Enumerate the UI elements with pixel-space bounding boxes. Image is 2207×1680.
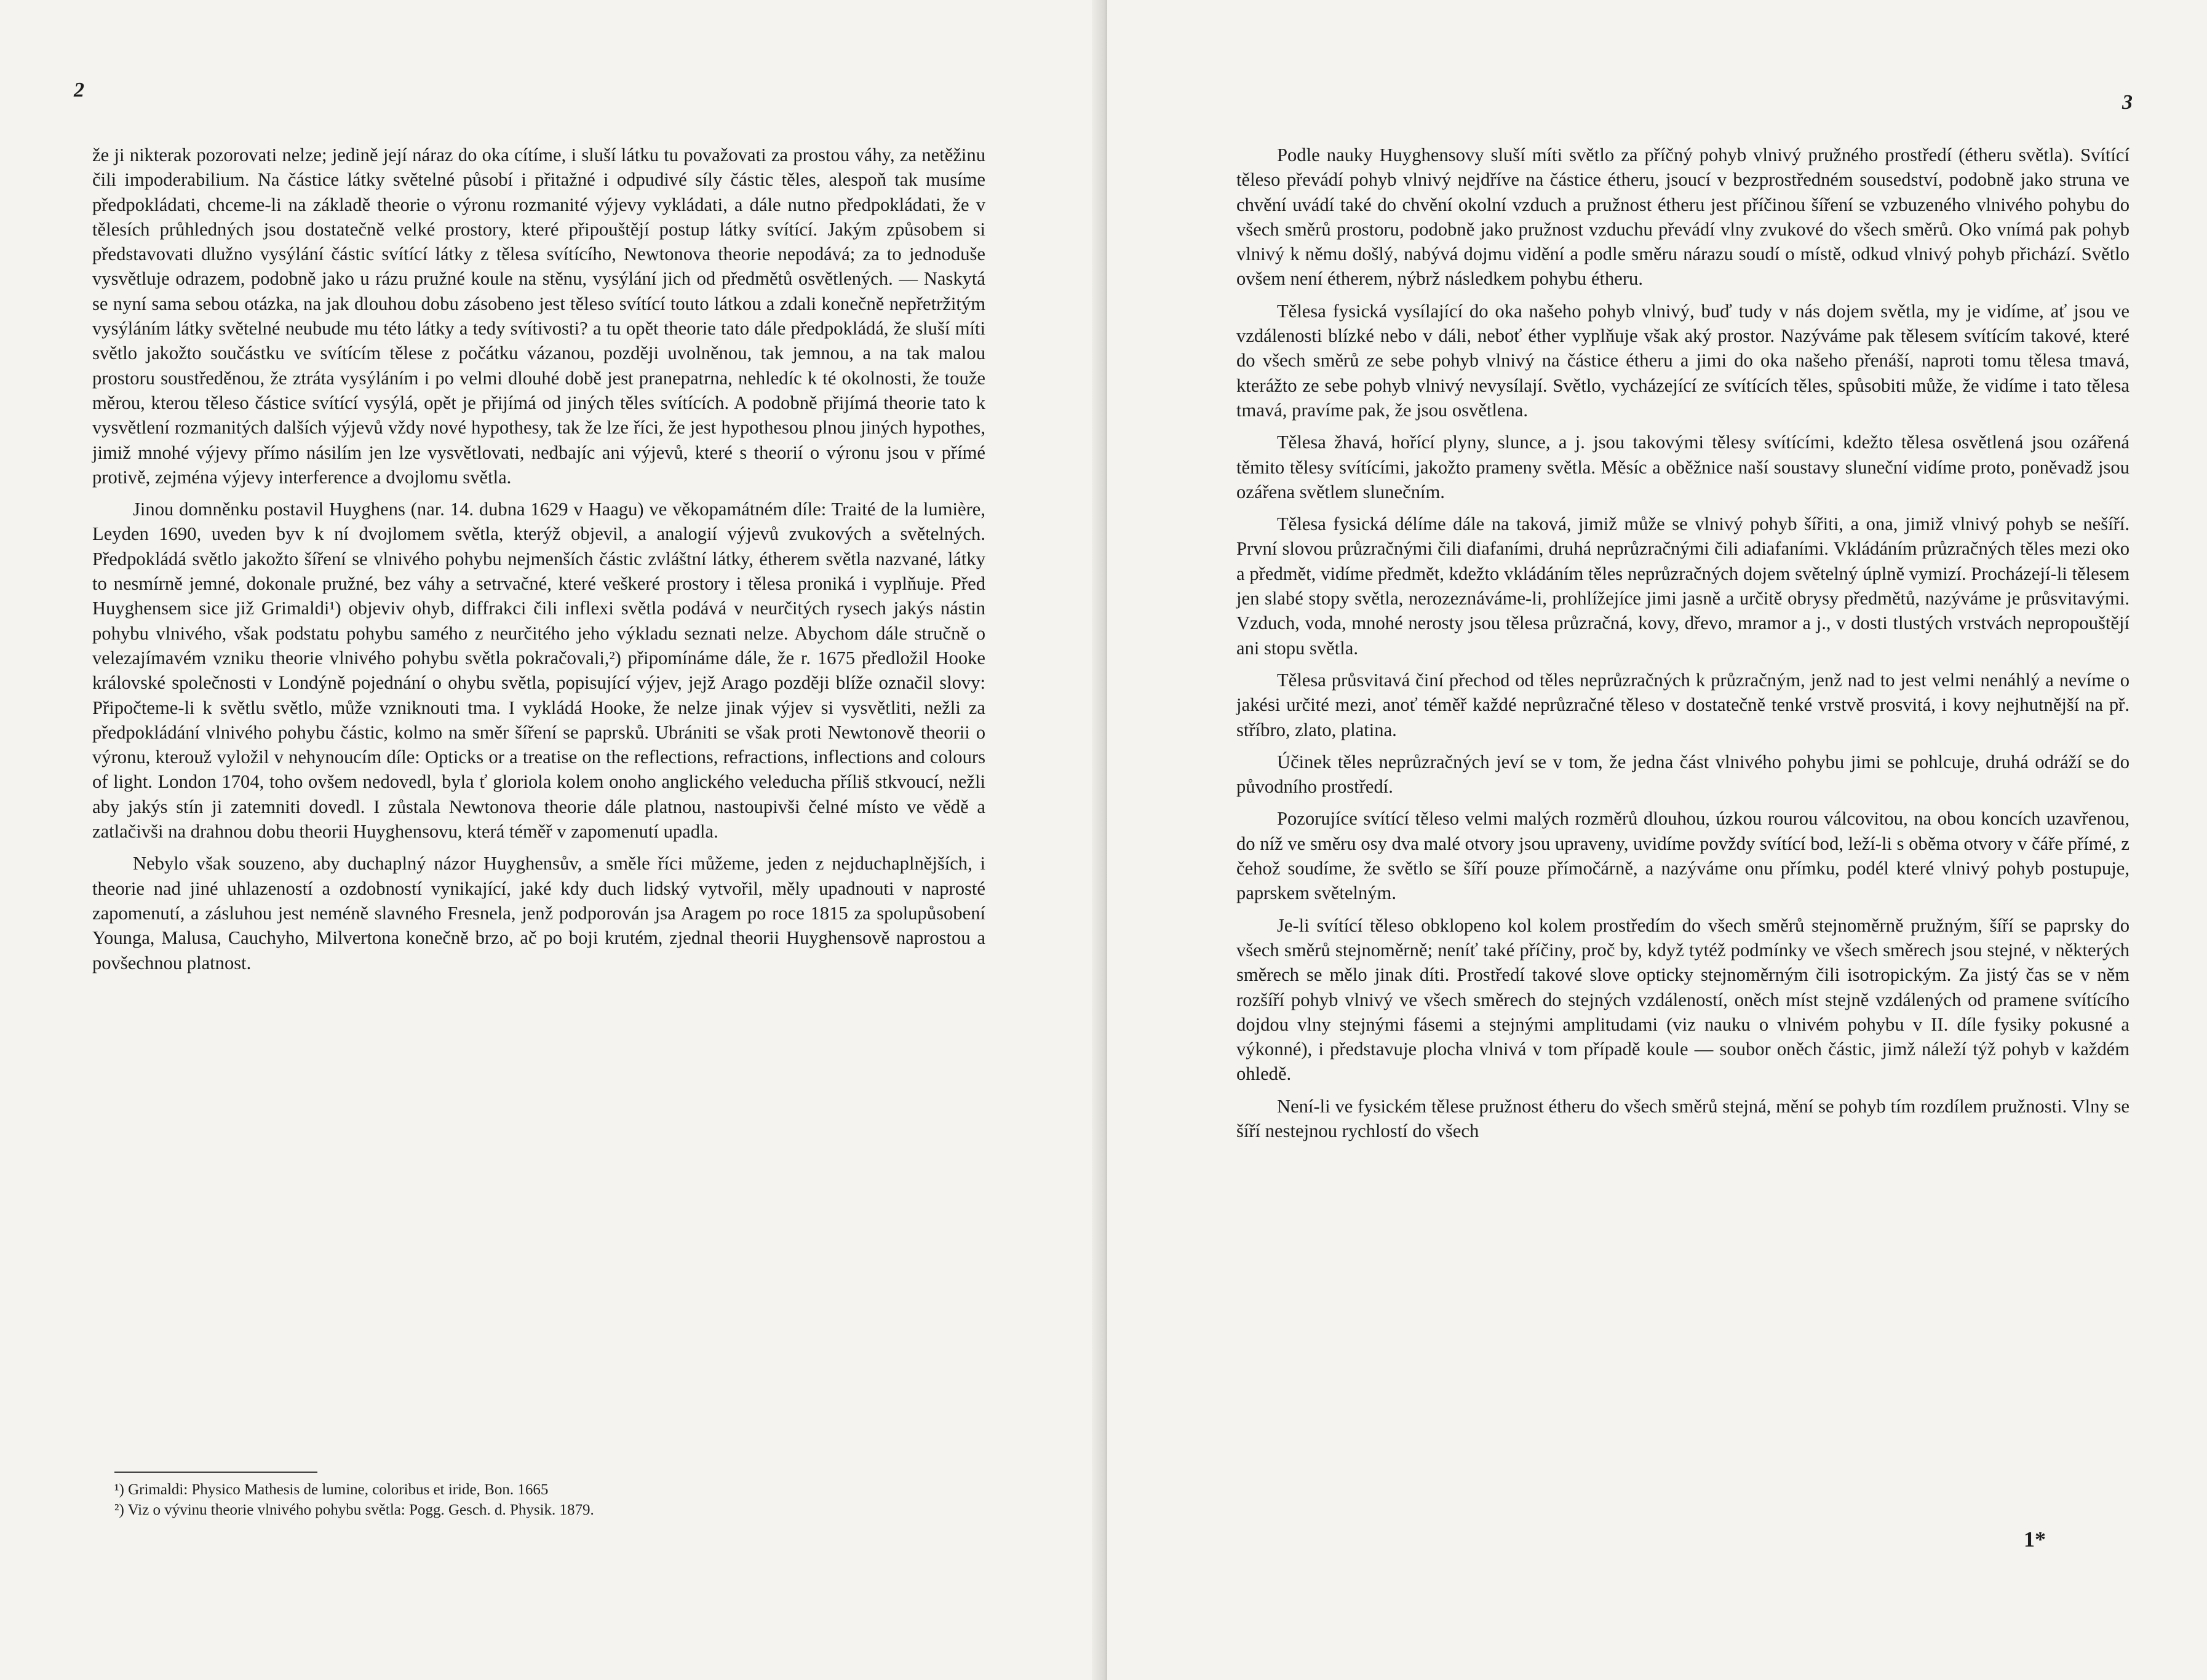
left-page [0,0,1101,1680]
paragraph: Tělesa fysická vysílající do oka našeho pohyb vlnivý, buď tudy v nás dojem světla, my je vidíme, ať jsou ve vzdálenosti blízké nebo v dáli, neboť éther vyplňuje však aký prostor. Nazýváme pak tělesem svítícím takové, které do všech směrů ze sebe pohyb vlnivý na částice étheru a jimi do oka našeho přenáší, naproti tomu tělesa tmavá, kterážto ze sebe pohyb vlnivý nevysílají. Světlo, vycházející ze svítících těles, spůsobiti může, že vidíme i tato tělesa tmavá, pravíme pak, že jsou osvětlena. [1236,300,2129,421]
right-page [1107,0,2207,1680]
paragraph: Účinek těles neprůzračných jeví se v tom, že jedna část vlnivého pohybu jimi se pohlcuje, druhá odráží se do původního prostředí. [1236,751,2129,798]
left-page-body [92,143,985,975]
paragraph: Nebylo však souzeno, aby duchaplný názor Huyghensův, a směle říci můžeme, jeden z nejduchaplnějších, i theorie nad jiné uhlazeností a ozdobností vynikající, jaké kdy duch lidský vytvořil, měly upadnouti v naprosté zapomenutí, a zásluhou jest neméně slavného Fresnela, jenž podporován jsa Aragem po roce 1815 za spolupůsobení Younga, Malusa, Cauchyho, Milvertona konečně brzo, ač po boji krutém, zjednal theorii Huyghensově naprostou a povšechnou platnost. [92,853,985,973]
footnotes [114,1480,988,1520]
signature-mark: 1* [2024,1527,2046,1551]
footnote: ¹) Grimaldi: Physico Mathesis de lumine, coloribus et iride, Bon. 1665 [114,1481,549,1498]
paragraph: Jinou domněnku postavil Huyghens (nar. 14. dubna 1629 v Haagu) ve věkopamátném díle: Traité de la lumière, Leyden 1690, uveden byv k ní dvojlomem světla, kterýž objevil, a analogií výjevů zvukových a světelných. Předpokládá světlo jakožto šíření se vlnivého pohybu nejmenších částic zvláštní látky, étherem světla nazvané, látky to nesmírně jemné, dokonale pružné, bez váhy a setrvačné, které veškeré prostory i tělesa proniká i vyplňuje. Před Huyghensem sice již Grimaldi¹) objeviv ohyb, diffrakci čili inflexi světla podává v neurčitých rysech jakýs nástin pohybu vlnivého, však podstatu pohybu samého z neurčitého jeho výkladu seznati nelze. Abychom dále stručně o velezajímavém vzniku theorie vlnivého pohybu světla pokračovali,²) připomínáme dále, že r. 1675 předložil Hooke královské společnosti v Londýně pojednání o ohybu světla, popisující výjev, jejž Arago později blíže označil slovy: Připočteme-li k světlu světlo, může vzniknouti tma. I vykládá Hooke, že nelze jinak výjev si vysvětliti, nežli za předpokládání vlnivého pohybu částic, kolmo na směr šíření se paprsků. Ubrániti se však proti Newtonově theorii o výronu, kterouž vyložil v nehynoucím díle: Opticks or a treatise on the reflections, refractions, inflections and colours of light. London 1704, toho ovšem nedovedl, byla ť gloriola kolem onoho anglického veleducha příliš stkvoucí, nežli aby jakýs stín ji zatemniti dovedl. I zůstala Newtonova theorie dále platnou, nastoupivši čelné místo ve vědě a zatlačivši na drahnou dobu theorii Huyghensovu, která téměř v zapomenutí upadla. [92,499,985,842]
paragraph: Je-li svítící těleso obklopeno kol kolem prostředím do všech směrů stejnoměrně pružným, šíří se paprsky do všech směrů stejnoměrně; neníť také příčiny, proč by, když tytéž podmínky ve všech směrech jsou stejné, v některých směrech se mělo jinak díti. Prostředí takové slove opticky stejnoměrným čili isotropickým. Za jistý čas se v něm rozšíří pohyb vlnivý ve všech směrech do stejných vzdáleností, oněch míst stejně vzdálených od pramene svítícího dojdou vlny stejnými fásemi a stejnými amplitudami (viz nauku o vlnivém pohybu v II. díle fysiky pokusné a výkonné), i představuje plocha vlnivá v tom případě koule — soubor oněch částic, jimž náleží týž pohyb v každém ohledě. [1236,914,2129,1085]
footnote: ²) Viz o vývinu theorie vlnivého pohybu světla: Pogg. Gesch. d. Physik. 1879. [114,1502,594,1518]
paragraph: že ji nikterak pozorovati nelze; jedině její náraz do oka cítíme, i sluší látku tu považovati za prostou váhy, za netěžinu čili impoderabilium. Na částice látky světelné působí i přitažné i odpudivé síly částic těles, alespoň tak musíme předpokládati, chceme-li na základě theorie o výronu rozmanité výjevy vykládati, a dále nutno předpokládati, že v tělesích průhledných jsou dostatečně velké prostory, které připouštějí postup látky svítící. Jakým způsobem si představovati dlužno vysýlání částic svítící látky z tělesa svítícího, Newtonova theorie nepodává; za to jednoduše vysvětluje odrazem, podobně jako u rázu pružné koule na stěnu, vysýlání jich od předmětů osvětlených. — Naskytá se nyní sama sebou otázka, na jak dlouhou dobu zásobeno jest těleso svítící touto látkou a zdali konečně nepřetržitým vysýláním látky světelné neubude mu této látky a tedy svítivosti? a tu opět theorie tato dále předpokládá, že sluší míti světlo jakožto součástku ve svítícím tělese z počátku vázanou, později uvolněnou, tak jemnou, a na tak malou prostoru soustředěnou, že ztráta vysýláním i po velmi dlouhé době jest pranepatrna, nehledíc k té okolnosti, že touže měrou, kterou těleso částice svítící vysýlá, opět je přijímá od jiných těles svítících. A podobně přijímá theorie tato k vysvětlení rozmanitých dalších výjevů vždy nové hypothesy, tak že lze říci, že jest hypothesou plnou jiných hypothes, jimiž mnohé výjevy přímo násilím jen lze vysvětlovati, nedbajíc ani výjevů, které s theorií o výronu jsou v přímé protivě, zejména výjevy interference a dvojlomu světla. [92,145,985,488]
paragraph: Tělesa žhavá, hořící plyny, slunce, a j. jsou takovými tělesy svítícími, kdežto tělesa osvětlená jsou ozářená těmito tělesy svítícími, jakožto prameny světla. Měsíc a oběžnice naší soustavy sluneční vidíme proto, poněvadž jsou ozářena světlem slunečním. [1236,432,2129,502]
paragraph: Pozorujíce svítící těleso velmi malých rozměrů dlouhou, úzkou rourou válcovitou, na obou koncích uzavřenou, do níž ve směru osy dva malé otvory jsou upraveny, uvidíme povždy svítící bod, leží-li s oběma otvory v čáře přímé, z čehož soudíme, že světlo se šíří pouze přímočárně, a nazýváme onu přímku, podél které vlnivý pohyb postupuje, paprskem světelným. [1236,808,2129,904]
paragraph: Není-li ve fysickém tělese pružnost étheru do všech směrů stejná, mění se pohyb tím rozdílem pružnosti. Vlny se šíří nestejnou rychlostí do všech [1236,1095,2129,1141]
footnote-divider [114,1472,317,1473]
page-number-right: 3 [2122,91,2133,114]
paragraph: Tělesa průsvitavá činí přechod od těles neprůzračných k průzračným, jenž nad to jest velmi nenáhlý a nevíme o jakési určité mezi, anoť téměř každé neprůzračné těleso v dostatečně tenké vrstvě prosvitá, i kovy nejhutnější na př. stříbro, zlato, platina. [1236,669,2129,740]
paragraph: Podle nauky Huyghensovy sluší míti světlo za příčný pohyb vlnivý pružného prostředí (étheru světla). Svítící těleso převádí pohyb vlnivý nejdříve na částice étheru, jsoucí v bezprostředném sousedství, podobně jako struna ve chvění uvádí také do chvění okolní vzduch a pružnost étheru jest příčinou šíření se vzbuzeného vlnivého pohybu do všech směrů prostoru, podobně jako pružnost vzduchu převádí vlny zvukové do všech směrů. Oko vnímá pak pohyb vlnivý k němu došlý, nabývá dojmu vidění a podle směru nárazu soudí o místě, odkud vlnivý pohyb přichází. Světlo ovšem není étherem, nýbrž následkem pohybu étheru. [1236,145,2129,290]
paragraph: Tělesa fysická délíme dále na taková, jimiž může se vlnivý pohyb šířiti, a ona, jimiž vlnivý pohyb se nešíří. První slovou průzračnými čili diafaními, druhá neprůzračnými čili adiafaními. Vkládáním průzračných těles mezi oko a předmět, vidíme předmět, kdežto vkládáním těles neprůzračných dojem světelný úplně vymizí. Procházejí-li tělesem jen slabé stopy světla, nerozeznáváme-li, prohlížejíce jimi jasně a určitě obrysy předmětů, nazýváme je průsvitavými. Vzduch, voda, mnohé nerosty jsou tělesa průzračná, kovy, dřevo, mramor a j., v dosti tlustých vrstvách nepropouštějí ani stopu světla. [1236,513,2129,659]
right-page-body [1236,143,2129,1143]
page-number-left: 2 [74,79,84,101]
